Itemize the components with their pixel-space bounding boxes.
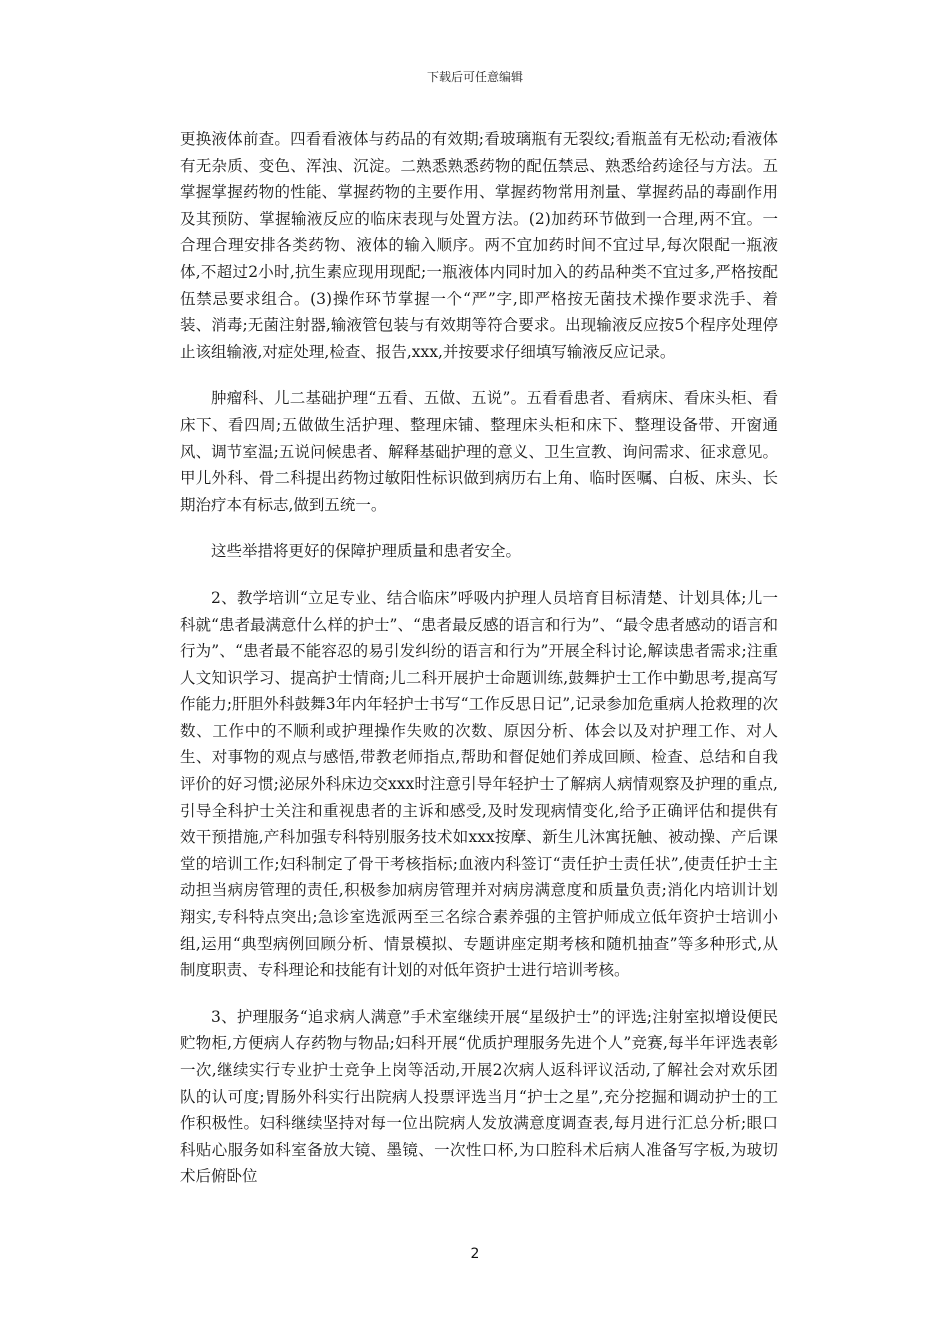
paragraph: 这些举措将更好的保障护理质量和患者安全。 [211,542,522,561]
page-header: 下载后可任意编辑 [426,70,523,84]
paragraph: 3、护理服务“追求病人满意”手术室继续开展“星级护士”的评选;注射室拟增设便民贮物柜,方便病人存药物与物品;妇科开展“优质护理服务先进个人”竞赛,每半年评选表彰一次,继续实行专业护士竞争上岗等活动,开展2次病人返科评议活动,了解社会对欢乐团队的认可度;胃肠外科实行出院病人投票评选当月“护士之星”,充分挖掘和调动护士的工作积极性。妇科继续坚持对每一位出院病人发放满意度调查表,每月进行汇总分析;眼口科贴心服务如科室备放大镜、墨镜、一次性口杯,为口腔科术后病人准备写字板,为玻切术后俯卧位 [180,1007,778,1186]
document-body [180,126,778,1210]
page-number: 2 [470,1246,480,1262]
paragraph: 肿瘤科、儿二基础护理“五看、五做、五说”。五看看患者、看病床、看床头柜、看床下、看四周;五做做生活护理、整理床铺、整理床头柜和床下、整理设备带、开窗通风、调节室温;五说问候患者、解释基础护理的意义、卫生宣教、询问需求、征求意见。甲儿外科、骨二科提出药物过敏阳性标识做到病历右上角、临时医嘱、白板、床头、长期治疗本有标志,做到五统一。 [180,389,778,514]
paragraph: 2、教学培训“立足专业、结合临床”呼吸内护理人员培育目标清楚、计划具体;儿一科就“患者最满意什么样的护士”、“患者最反感的语言和行为”、“最令患者感动的语言和行为”、“患者最不能容忍的易引发纠纷的语言和行为”开展全科讨论,解读患者需求;注重人文知识学习、提高护士情商;儿二科开展护士命题训练,鼓舞护士工作中勤思考,提高写作能力;肝胆外科鼓舞3年内年轻护士书写“工作反思日记”,记录参加危重病人抢救理的次数、工作中的不顺利或护理操作失败的次数、原因分析、体会以及对护理工作、对人生、对事物的观点与感悟,带教老师指点,帮助和督促她们养成回顾、检查、总结和自我评价的好习惯;泌尿外科床边交xxx时注意引导年轻护士了解病人病情观察及护理的重点,引导全科护士关注和重视患者的主诉和感受,及时发现病情变化,给予正确评估和提供有效干预措施,产科加强专科特别服务技术如xxx按摩、新生儿沐寓抚触、被动操、产后课堂的培训工作;妇科制定了骨干考核指标;血液内科签订“责任护士责任状”,使责任护士主动担当病房管理的责任,积极参加病房管理并对病房满意度和质量负责;消化内培训计划翔实,专科特点突出;急诊室选派两至三名综合素养强的主管护师成立低年资护士培训小组,运用“典型病例回顾分析、情景模拟、专题讲座定期考核和随机抽查”等多种形式,从制度职责、专科理论和技能有计划的对低年资护士进行培训考核。 [180,588,778,980]
paragraph: 更换液体前查。四看看液体与药品的有效期;看玻璃瓶有无裂纹;看瓶盖有无松动;看液体有无杂质、变色、浑浊、沉淀。二熟悉熟悉药物的配伍禁忌、熟悉给药途径与方法。五掌握掌握药物的性能、掌握药物的主要作用、掌握药物常用剂量、掌握药品的毒副作用及其预防、掌握输液反应的临床表现与处置方法。(2)加药环节做到一合理,两不宜。一合理合理安排各类药物、液体的输入顺序。两不宜加药时间不宜过早,每次限配一瓶液体,不超过2小时,抗生素应现用现配;一瓶液体内同时加入的药品种类不宜过多,严格按配伍禁忌要求组合。(3)操作环节掌握一个“严”字,即严格按无菌技术操作要求洗手、着装、消毒;无菌注射器,输液管包装与有效期等符合要求。出现输液反应按5个程序处理停止该组输液,对症处理,检查、报告,xxx,并按要求仔细填写输液反应记录。 [180,130,778,361]
